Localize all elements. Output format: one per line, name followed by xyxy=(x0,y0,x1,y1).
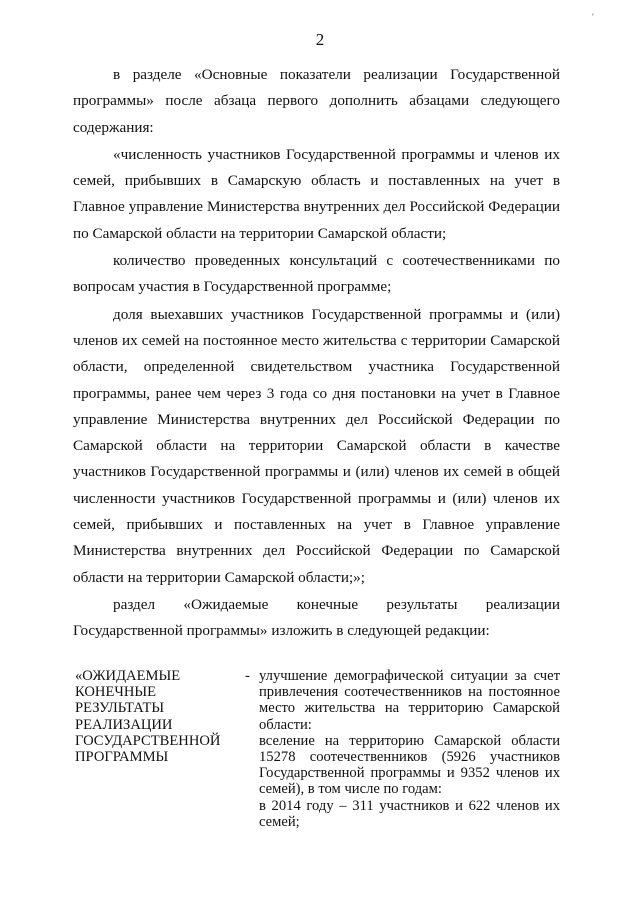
corner-mark: ′ xyxy=(592,12,594,22)
heading-line: КОНЕЧНЫЕ xyxy=(75,684,157,701)
paragraph-participants-count: «численность участников Государственной программы и членов их семей, прибывших в Самарскую область и поставленных на учет в Главное управление Министерства внутренних дел Российской Федерации по Самарской области на территории Самарской области; xyxy=(73,145,560,242)
page-number: 2 xyxy=(315,30,325,49)
list-item: в 2014 году – 311 участников и 622 членов их семей; xyxy=(259,797,560,830)
heading-line: РЕАЛИЗАЦИИ xyxy=(75,716,173,733)
list-item: вселение на территорию Самарской области 15278 соотечественников (5926 участников Государственной программы и 9352 членов их семей), в том числе по годам: xyxy=(259,732,560,798)
paragraph-consultations: количество проведенных консультаций с соотечественниками по вопросам участия в Государственной программе; xyxy=(73,252,560,296)
paragraph-departed-share: доля выехавших участников Государственной программы и (или) членов их семей на постоянное место жительства с территории Самарской области, определенной свидетельством участника Государственной программы, ранее чем через 3 года со дня постановки на учет в Главное управление Министерства внутренних дел Российской Федерации по Самарской области на территории Самарской области в качестве участников Государственной программы и (или) членов их семей в общей численности участников Государственной программы и (или) членов их семей, прибывших и поставленных на учет в Главное управление Министерства внутренних дел Российской Федерации по Самарской области на территории Самарской области;»; xyxy=(73,305,560,586)
heading-line: ПРОГРАММЫ xyxy=(75,749,169,766)
heading-line: РЕЗУЛЬТАТЫ xyxy=(75,700,165,717)
paragraph-intro: в разделе «Основные показатели реализации Государственной программы» после абзаца первого дополнить абзацами следующего содержания: xyxy=(73,66,560,136)
table-heading xyxy=(75,668,245,830)
heading-line: ГОСУДАРСТВЕННОЙ xyxy=(75,732,221,749)
expected-results-table xyxy=(75,668,560,830)
list-dash: - xyxy=(245,668,250,684)
document-body xyxy=(73,62,560,646)
heading-line: «ОЖИДАЕМЫЕ xyxy=(75,668,181,684)
list-item: улучшение демографической ситуации за счет привлечения соотечественников на постоянное место жительства на территорию Самарской области: xyxy=(259,668,560,733)
table-content xyxy=(245,668,560,830)
paragraph-section-replace: раздел «Ожидаемые конечные результаты реализации Государственной программы» изложить в следующей редакции: xyxy=(73,595,560,640)
